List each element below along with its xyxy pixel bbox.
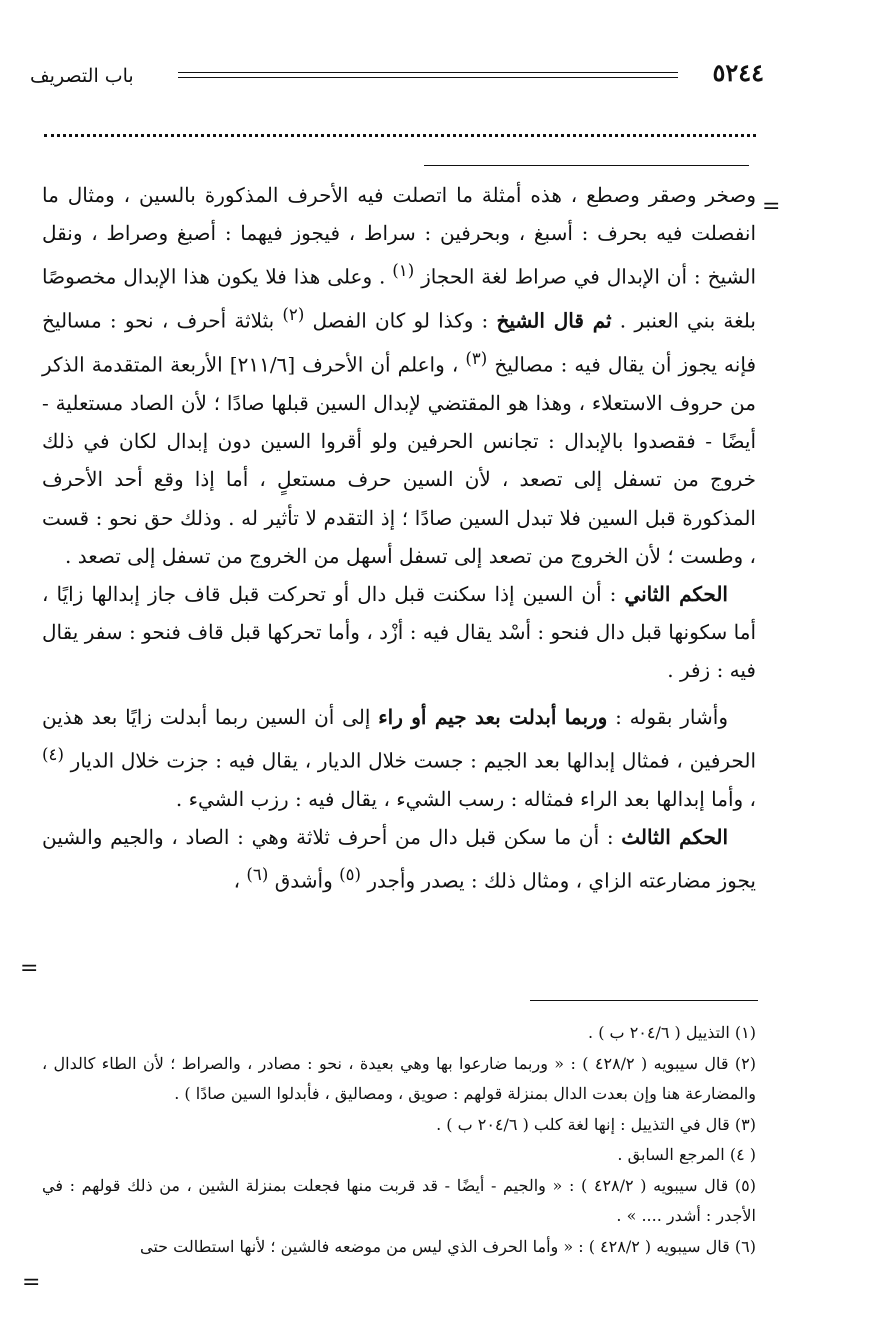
bold-phrase: وربما أبدلت بعد جيم أو راء	[378, 704, 608, 729]
main-text	[42, 176, 756, 900]
header-rule-double	[178, 77, 678, 78]
continuation-mark-body: =	[20, 956, 39, 981]
footnote: (٣) قال في التذييل : إنها لغة كلب ( ٢٠٤/٦ ب ) .	[436, 1114, 756, 1134]
footnote-ref: (٣)	[465, 349, 488, 369]
footnote-ref: (٥)	[339, 865, 362, 885]
page-number: ٥٢٤٤	[712, 58, 764, 87]
footnote: (٢) قال سيبويه ( ٤٢٨/٢ ) : « وربما ضارعوا بها وهي بعيدة ، نحو : مصادر ، والصراط ؛ لأن الطاء كالدال ، والمضارعة هنا وإن بعدت الدال بمنزلة قولهم : صويق ، ومصاليق ، فأبدلوا السين صادًا ) .	[42, 1053, 757, 1103]
paragraph-1: وصخر وصقر وصطع ، هذه أمثلة ما اتصلت فيه الأحرف المذكورة بالسين ، ومثال ما انفصلت فيه بحرف : أسبغ ، وبحرفين : سراط ، فيجوز فيهما : أصبغ وصراط ، ونقل الشيخ : أن الإبدال في صراط لغة الحجاز $^{(١)}$ . وعلى هذا فلا يكون هذا الإبدال مخصوصًا بلغة بني العنبر . ثم قال الشيخ : وكذا لو كان الفصل $^{(٢)}$ بثلاثة أحرف ، نحو : مساليخ فإنه يجوز أن يقال فيه : مصاليخ $^{(٣)}$ ، واعلم أن الأحرف [٢١١/٦] الأربعة المتقدمة الذكر من حروف الاستعلاء ، وهذا هو المقتضي لإبدال السين قبلها صادًا ؛ لأن الصاد مستعلية - أيضًا - فقصدوا بالإبدال : تجانس الحرفين ولو أقروا السين دون إبدال لكان في ذلك خروج من تسفل إلى تصعد ، لأن السين حرف مستعلٍ ، أما إذا وقع أحد الأحرف المذكورة قبل السين فلا تبدل السين صادًا ؛ إذ التقدم لا تأثير له . وذلك حق نحو : قست ، وطست ؛ لأن الخروج من تصعد إلى تسفل أسهل من الخروج من تسفل إلى تصعد .	[42, 183, 757, 568]
footnote-ref: (٦)	[246, 865, 269, 885]
footnote-ref: (١)	[392, 261, 415, 281]
section-heading: الحكم الثالث	[621, 824, 728, 849]
section-rule	[424, 165, 749, 166]
dotted-separator	[44, 134, 756, 147]
footnote: (٦) قال سيبويه ( ٤٢٨/٢ ) : « وأما الحرف الذي ليس من موضعه فالشين ؛ لأنها استطالت حتى	[140, 1236, 756, 1256]
footnote: ( ٤) المرجع السابق .	[617, 1145, 756, 1164]
header-rule	[178, 72, 678, 73]
paragraph-3: وأشار بقوله : وربما أبدلت بعد جيم أو راء إلى أن السين ربما أبدلت زايًا بعد هذين الحرفين ، فمثال إبدالها بعد الجيم : جست خلال الديار ، يقال فيه : جزت خلال الديار $^{(٤)}$ ، وأما إبدالها بعد الراء فمثاله : رسب الشيء ، يقال فيه : رزب الشيء .	[42, 704, 756, 811]
footnotes	[42, 1018, 756, 1262]
footnote: (١) التذييل ( ٢٠٤/٦ ب ) .	[588, 1023, 756, 1042]
running-title: باب التصريف	[30, 65, 134, 87]
continuation-mark-footnote: =	[22, 1270, 41, 1295]
footnote: (٥) قال سيبويه ( ٤٢٨/٢ ) : « والجيم - أيضًا - قد قربت منها فجعلت بمنزلة الشين ، من ذلك قولهم : في الأجدر : أشدر .... » .	[42, 1175, 757, 1225]
footnote-ref: (٤)	[42, 744, 64, 764]
bold-phrase: ثم قال الشيخ	[496, 308, 612, 333]
continuation-mark-top: =	[762, 194, 781, 219]
footnote-ref: (٢)	[282, 305, 305, 325]
section-heading: الحكم الثاني	[624, 582, 728, 606]
footnote-rule	[530, 1000, 758, 1001]
paragraph-2: الحكم الثاني : أن السين إذا سكنت قبل دال أو تحركت قبل قاف جاز إبدالها زايًا ، أما سكونها قبل دال فنحو : أسْد يقال فيه : أزْد ، وأما تحركها قبل قاف فنحو : سفر يقال فيه : زفر .	[42, 582, 756, 683]
paragraph-4: الحكم الثالث : أن ما سكن قبل دال من أحرف ثلاثة وهي : الصاد ، والجيم والشين يجوز مضارعته الزاي ، ومثال ذلك : يصدر وأجدر $^{(٥)}$ وأشدق $^{(٦)}$ ،	[42, 824, 756, 893]
